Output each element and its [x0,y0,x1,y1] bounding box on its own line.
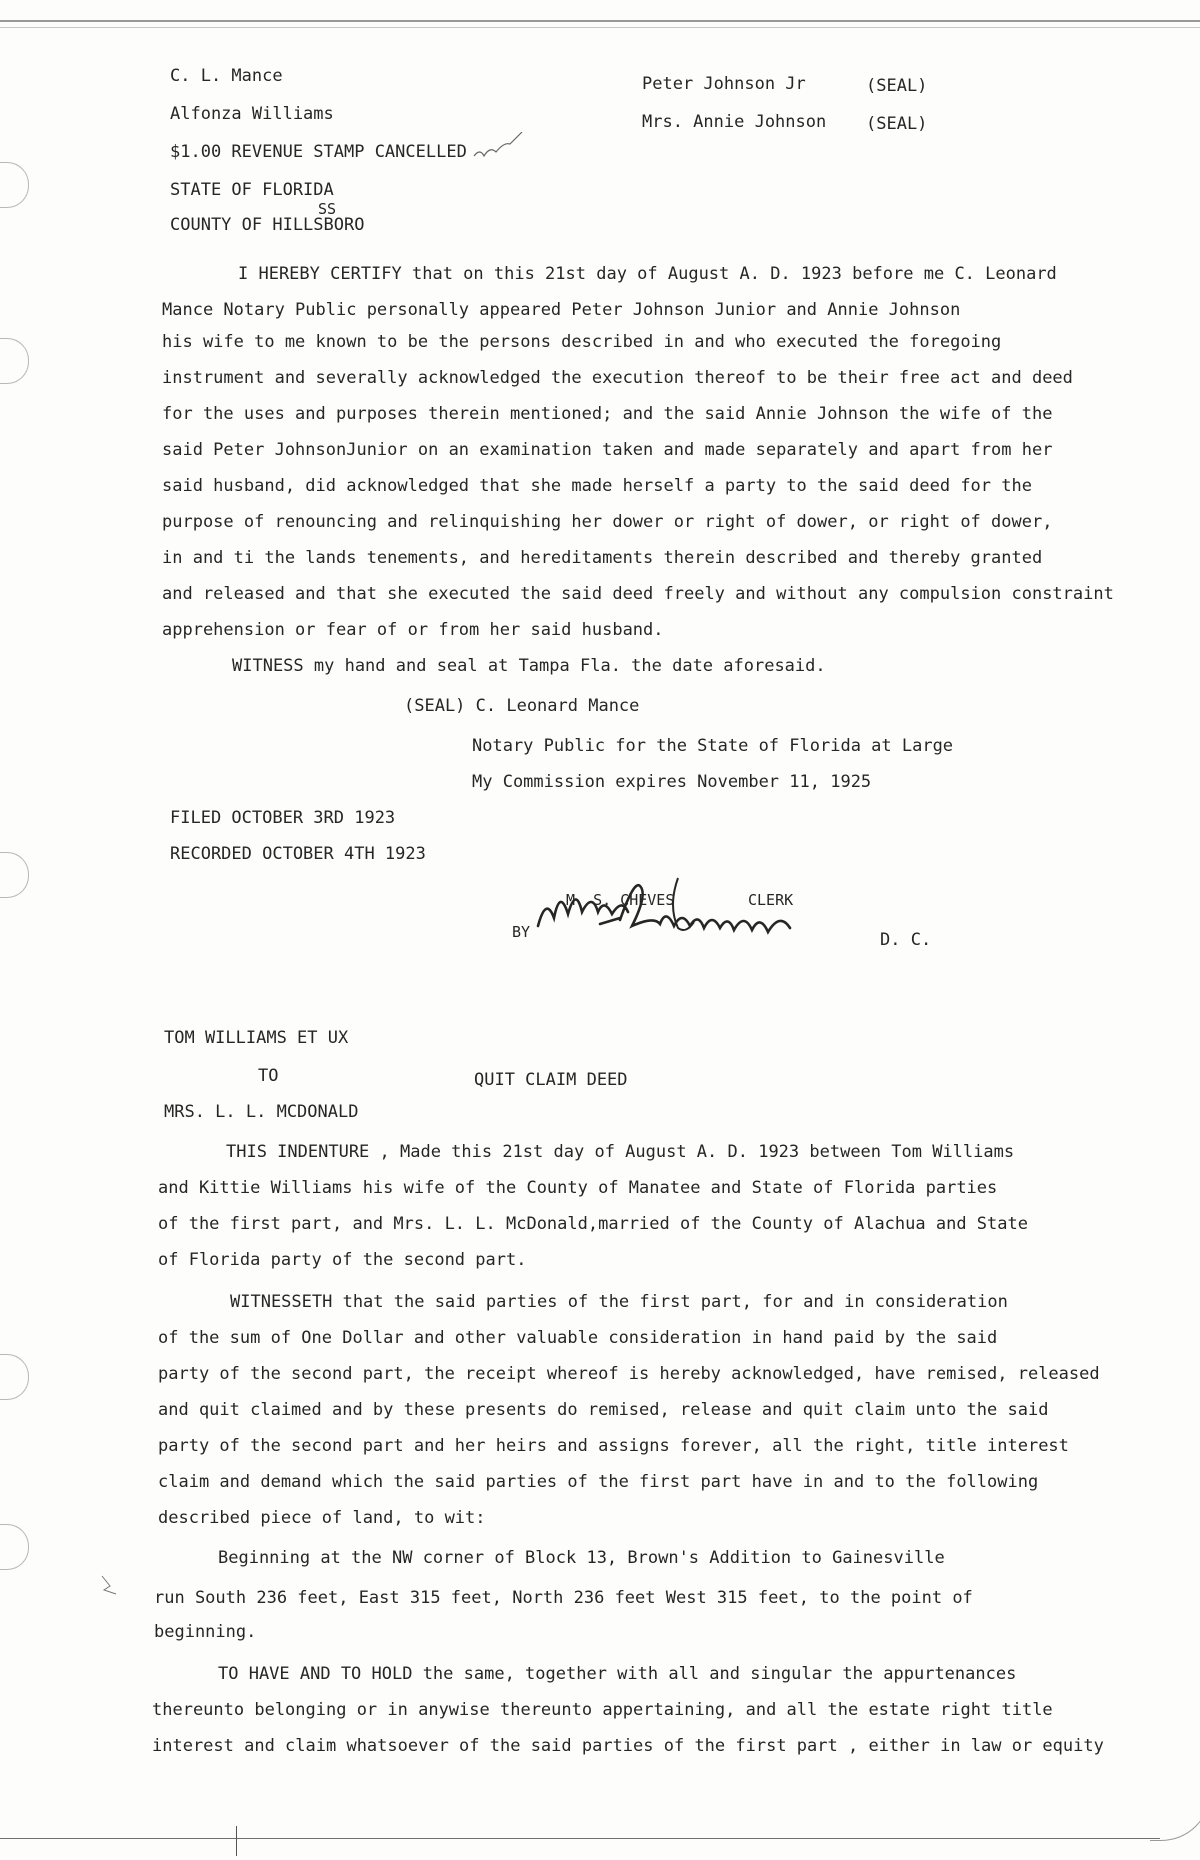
signatory-left-1: C. L. Mance [170,66,283,86]
cancellation-mark-icon [472,132,524,162]
signatory-left-2: Alfonza Williams [170,104,334,124]
deed-line: party of the second part, the receipt whereof is hereby acknowledged, have remised, released [158,1364,1100,1384]
deed-line: THIS INDENTURE , Made this 21st day of August A. D. 1923 between Tom Williams [226,1142,1015,1162]
venue-county: COUNTY OF HILLSBORO [170,215,365,235]
signatory-right-2-seal: (SEAL) [866,114,928,134]
deed-to: TO [258,1066,279,1086]
deed-line: and Kittie Williams his wife of the County of Manatee and State of Florida parties [158,1178,998,1198]
stray-pen-mark-icon [100,1574,118,1596]
top-border-line-secondary [0,27,1200,28]
bottom-tick-mark [236,1826,237,1856]
deed-line: TO HAVE AND TO HOLD the same, together with all and singular the appurtenances [218,1664,1017,1684]
revenue-stamp-note: $1.00 REVENUE STAMP CANCELLED [170,142,467,162]
deed-line: party of the second part and her heirs and assigns forever, all the right, title interest [158,1436,1069,1456]
certificate-line: said husband, did acknowledged that she made herself a party to the said deed for the [162,476,1032,496]
clerk-title: CLERK [748,891,794,909]
deed-type-title: QUIT CLAIM DEED [474,1070,628,1090]
deed-grantor: TOM WILLIAMS ET UX [164,1028,349,1048]
certificate-line: his wife to me known to be the persons described in and who executed the foregoing [162,332,1002,352]
deed-line: of the first part, and Mrs. L. L. McDonald,married of the County of Alachua and State [158,1214,1028,1234]
punch-hole [0,1354,29,1400]
recorded-date: RECORDED OCTOBER 4TH 1923 [170,844,426,864]
page-curl-edge [1150,1500,1200,1841]
signatory-right-1-name: Peter Johnson Jr [642,74,806,94]
deed-grantee: MRS. L. L. MCDONALD [164,1102,359,1122]
certificate-line: said Peter JohnsonJunior on an examination taken and made separately and apart from her [162,440,1053,460]
deed-line: claim and demand which the said parties of the first part have in and to the following [158,1472,1039,1492]
clerk-name: M. S. CHEVES [566,891,675,909]
deed-line: beginning. [154,1622,257,1642]
deed-line: WITNESSETH that the said parties of the first part, for and in consideration [230,1292,1008,1312]
deed-line: of the sum of One Dollar and other valuable consideration in hand paid by the said [158,1328,998,1348]
clerk-signature [528,868,868,948]
certificate-line: apprehension or fear of or from her said husband. [162,620,664,640]
punch-hole [0,1524,29,1570]
certificate-line: Mance Notary Public personally appeared Peter Johnson Junior and Annie Johnson [162,300,961,320]
witness-line: WITNESS my hand and seal at Tampa Fla. the date aforesaid. [232,656,826,676]
notary-commission: My Commission expires November 11, 1925 [472,772,872,792]
certificate-line: instrument and severally acknowledged the execution thereof to be their free act and deed [162,368,1073,388]
clerk-by-label: BY [512,923,531,941]
certificate-line: in and ti the lands tenements, and hereditaments therein described and thereby granted [162,548,1043,568]
deed-line: and quit claimed and by these presents do remised, release and quit claim unto the said [158,1400,1049,1420]
notary-title: Notary Public for the State of Florida at Large [472,736,954,756]
deputy-clerk-label: D. C. [880,930,932,950]
notary-seal-name: (SEAL) C. Leonard Mance [404,696,640,716]
punch-hole [0,338,29,384]
bottom-border-line [0,1838,1160,1839]
deed-line: Beginning at the NW corner of Block 13, Brown's Addition to Gainesville [218,1548,945,1568]
deed-line: thereunto belonging or in anywise thereunto appertaining, and all the estate right title [152,1700,1053,1720]
venue-state: STATE OF FLORIDA [170,180,334,200]
top-border-line [0,20,1200,22]
deed-line: described piece of land, to wit: [158,1508,486,1528]
signatory-right-1-seal: (SEAL) [866,76,928,96]
venue-ss: SS [318,200,337,218]
deed-line: interest and claim whatsoever of the said parties of the first part , either in law or equity [152,1736,1104,1756]
deed-line: of Florida party of the second part. [158,1250,527,1270]
signatory-right-2-name: Mrs. Annie Johnson [642,112,827,132]
certificate-line: I HEREBY CERTIFY that on this 21st day of August A. D. 1923 before me C. Leonard [238,264,1057,284]
certificate-line: for the uses and purposes therein mentioned; and the said Annie Johnson the wife of the [162,404,1053,424]
punch-hole [0,162,29,208]
certificate-line: and released and that she executed the said deed freely and without any compulsion constraint [162,584,1114,604]
filed-date: FILED OCTOBER 3RD 1923 [170,808,396,828]
deed-line: run South 236 feet, East 315 feet, North 236 feet West 315 feet, to the point of [154,1588,973,1608]
certificate-line: purpose of renouncing and relinquishing her dower or right of dower, or right of dower, [162,512,1053,532]
punch-hole [0,852,29,898]
